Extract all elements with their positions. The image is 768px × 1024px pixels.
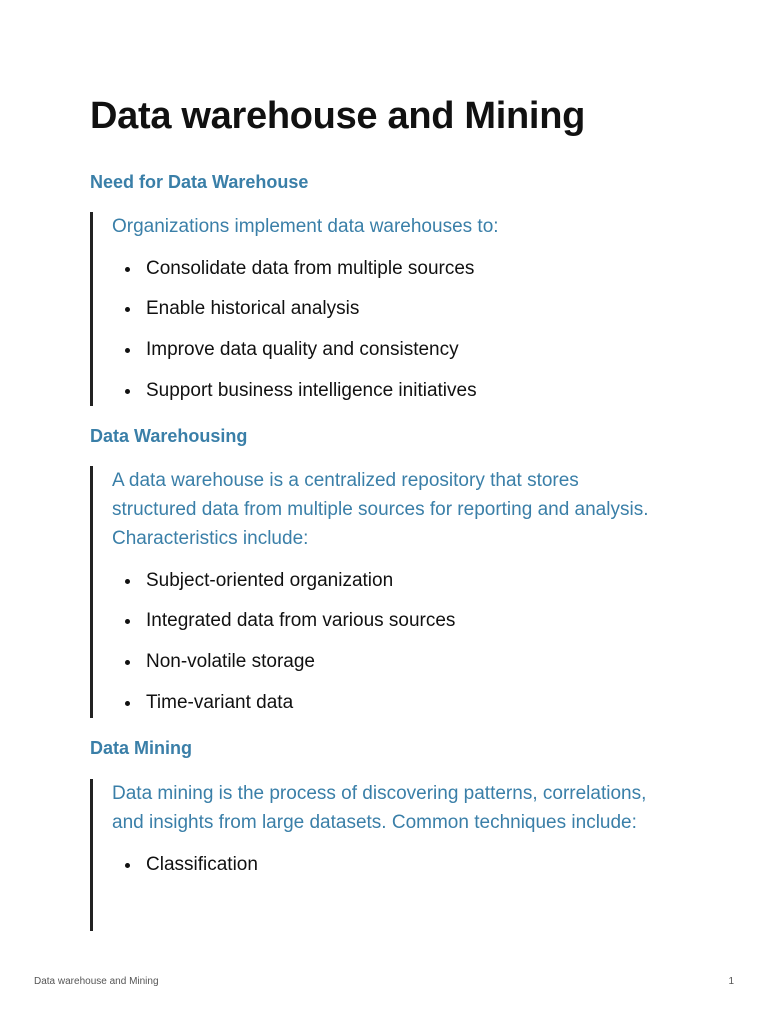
bullet-icon	[125, 863, 130, 868]
list-item-text: Integrated data from various sources	[146, 610, 456, 632]
list-item	[112, 690, 650, 716]
page-title: Data warehouse and Mining	[90, 95, 586, 137]
list-item-text: Improve data quality and consistency	[146, 339, 459, 361]
list-item	[112, 296, 650, 322]
list-item-text: Non-volatile storage	[146, 651, 315, 673]
bullet-icon	[125, 660, 130, 665]
bullet-list	[112, 568, 650, 716]
list-item	[112, 608, 650, 634]
bullet-icon	[125, 579, 130, 584]
list-item	[112, 568, 650, 594]
bullet-icon	[125, 619, 130, 624]
blockquote-data-mining	[90, 779, 650, 931]
bullet-icon	[125, 348, 130, 353]
footer-page-number: 1	[728, 976, 734, 987]
blockquote-intro: A data warehouse is a centralized repository that stores structured data from multiple sources for reporting and analysis. Characteristics include:	[112, 470, 649, 549]
bullet-icon	[125, 307, 130, 312]
blockquote-need-for-data-warehouse	[90, 212, 650, 406]
bullet-list	[112, 852, 650, 878]
list-item	[112, 649, 650, 675]
list-item-text: Consolidate data from multiple sources	[146, 257, 475, 279]
list-item-text: Time-variant data	[146, 691, 294, 713]
list-item	[112, 256, 650, 282]
list-item-text: Subject-oriented organization	[146, 569, 394, 591]
bullet-icon	[125, 389, 130, 394]
list-item-text: Support business intelligence initiatives	[146, 379, 477, 401]
section-heading-data-mining: Data Mining	[90, 738, 192, 758]
bullet-icon	[125, 701, 130, 706]
list-item-text: Enable historical analysis	[146, 298, 360, 320]
bullet-icon	[125, 267, 130, 272]
list-item	[112, 378, 650, 404]
section-heading-data-warehousing: Data Warehousing	[90, 426, 248, 446]
blockquote-intro: Organizations implement data warehouses to:	[112, 216, 499, 237]
list-item-text: Classification	[146, 853, 258, 875]
bullet-list	[112, 256, 650, 404]
section-heading-need-for-data-warehouse: Need for Data Warehouse	[90, 172, 309, 192]
blockquote-intro: Data mining is the process of discovering patterns, correlations, and insights from large datasets. Common techniques include:	[112, 783, 647, 833]
footer-doc-title: Data warehouse and Mining	[34, 976, 159, 987]
list-item	[112, 337, 650, 363]
list-item	[112, 852, 650, 878]
blockquote-data-warehousing	[90, 466, 650, 718]
